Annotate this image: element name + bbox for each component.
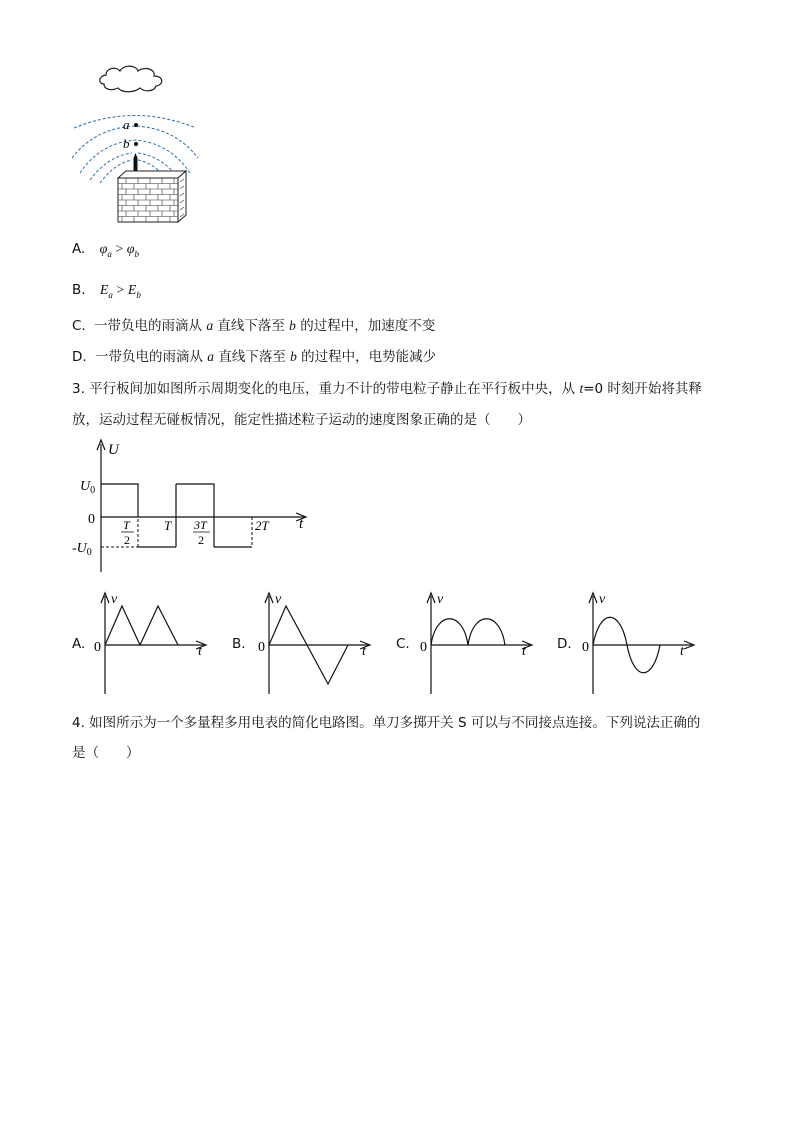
tick-2T: 2T <box>255 518 269 533</box>
svg-text:0: 0 <box>258 640 265 655</box>
q3-option-c-letter: C. <box>396 636 410 652</box>
x-axis-label: t <box>299 516 304 532</box>
v-curve <box>105 606 178 645</box>
point-a-label: a <box>123 117 130 132</box>
u0-label: U <box>80 479 91 494</box>
cloud-icon <box>100 66 162 92</box>
svg-text:0: 0 <box>420 640 427 655</box>
q3-option-c-graph <box>418 588 540 698</box>
q2-option-b: B. $E_a > E_b$ <box>72 282 141 300</box>
q3-option-a-graph <box>92 588 214 698</box>
tick-3half-num: 3T <box>194 518 207 532</box>
tick-3half-den: 2 <box>198 533 204 547</box>
q2-option-c: C. 一带负电的雨滴从 a 直线下落至 b 的过程中，加速度不变 <box>72 318 436 334</box>
v-curve <box>431 619 505 645</box>
svg-text:v: v <box>437 592 444 607</box>
voltage-graph <box>68 436 318 574</box>
svg-text:v: v <box>111 592 118 607</box>
building-icon <box>118 171 186 222</box>
svg-text:v: v <box>275 592 282 607</box>
neg-u0-label: -U <box>72 541 87 556</box>
svg-text:t: t <box>362 644 366 659</box>
q2-option-a: A. $\varphi_a > \varphi_b$ <box>72 241 139 259</box>
option-letter: D. <box>72 349 87 365</box>
voltage-wave <box>101 484 138 517</box>
q3-option-b-letter: B. <box>232 636 246 652</box>
svg-text:t: t <box>522 644 526 659</box>
point-b <box>134 142 138 146</box>
lightning-rod-figure <box>60 58 220 228</box>
q3-option-b-graph <box>256 588 378 698</box>
option-letter: B. <box>72 282 86 298</box>
svg-text:U0: $U_0$ <box>80 479 96 496</box>
svg-text:t: t <box>680 644 684 659</box>
origin-label: 0 <box>88 512 95 527</box>
svg-text:0: 0 <box>582 640 589 655</box>
q3-option-a-letter: A. <box>72 636 86 652</box>
tick-half-num: T <box>123 518 130 532</box>
q4-stem-line2: 是（ ） <box>72 745 140 761</box>
q3-option-d-letter: D. <box>557 636 572 652</box>
point-b-label: b <box>123 136 130 151</box>
point-a <box>134 123 138 127</box>
q2-option-d: D. 一带负电的雨滴从 a 直线下落至 b 的过程中，电势能减少 <box>72 349 437 365</box>
option-letter: A. <box>72 241 86 257</box>
tick-half-den: 2 <box>124 533 130 547</box>
svg-text:v: v <box>599 592 606 607</box>
svg-text:-U0: $-U_0$ <box>72 541 92 558</box>
y-axis-label: U <box>108 442 119 458</box>
option-letter: C. <box>72 318 86 334</box>
q4-stem-line1: 4. 如图所示为一个多量程多用电表的简化电路图。单刀多掷开关 S 可以与不同接点连接。下列说法正确的 <box>72 715 701 731</box>
tick-T: T <box>164 518 172 533</box>
q3-option-d-graph <box>580 588 702 698</box>
svg-text:0: 0 <box>94 640 101 655</box>
svg-text:t: t <box>198 644 202 659</box>
q3-stem-line1: 3. 平行板间加如图所示周期变化的电压，重力不计的带电粒子静止在平行板中央，从 t=0 时刻开始将其释 <box>72 381 702 397</box>
q3-stem-line2: 放，运动过程无碰板情况，能定性描述粒子运动的速度图象正确的是（ ） <box>72 412 531 428</box>
